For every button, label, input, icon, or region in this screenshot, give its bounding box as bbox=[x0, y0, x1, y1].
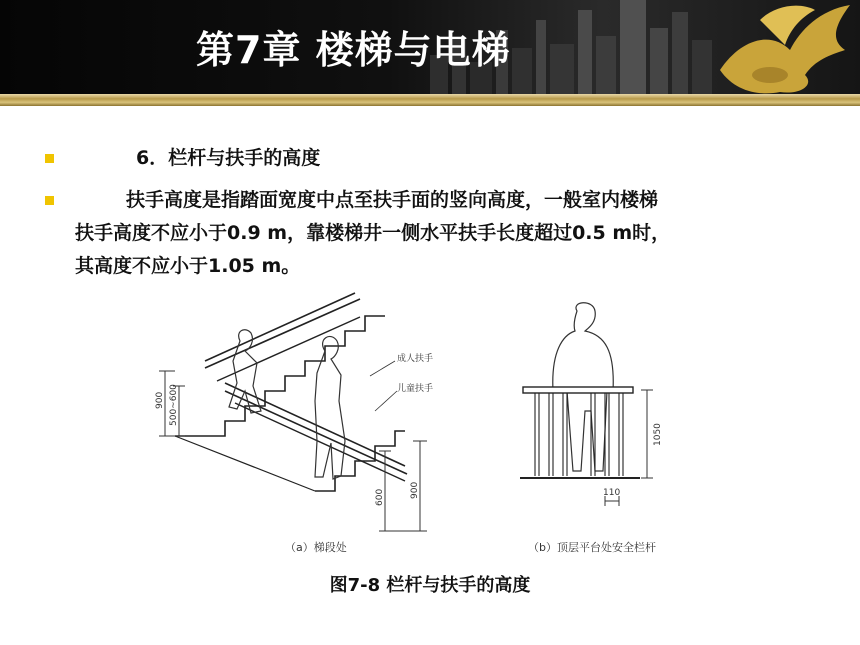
content-area bbox=[0, 106, 860, 645]
stair-handrail-diagram bbox=[145, 291, 445, 541]
dim-500-600: 500~600 bbox=[169, 384, 179, 426]
header-banner bbox=[0, 0, 860, 98]
figure-caption: 图7-8 栏杆与扶手的高度 bbox=[329, 575, 531, 596]
dim-110: 110 bbox=[603, 488, 621, 498]
bullet-icon bbox=[45, 196, 54, 205]
gold-divider bbox=[0, 94, 860, 106]
paragraph-line-2: 扶手高度不应小于0.9 m，靠楼梯井一侧水平扶手长度超过0.5 m时， bbox=[75, 222, 671, 244]
dim-1050: 1050 bbox=[653, 423, 663, 446]
top-landing-railing-diagram bbox=[515, 301, 685, 521]
golden-pegasus-icon bbox=[720, 5, 850, 93]
bullet-icon bbox=[45, 154, 54, 163]
dim-900-left: 900 bbox=[155, 391, 165, 409]
left-figure-caption: （a）梯段处 bbox=[285, 541, 347, 554]
dim-900-right: 900 bbox=[410, 481, 420, 499]
page-title: 第7章 楼梯与电梯 bbox=[196, 28, 511, 72]
paragraph-line-3: 其高度不应小于1.05 m。 bbox=[75, 255, 301, 277]
item-heading: 6．栏杆与扶手的高度 bbox=[136, 147, 321, 169]
right-figure-caption: （b）顶层平台处安全栏杆 bbox=[528, 541, 656, 554]
child-rail-label: 儿童扶手 bbox=[397, 384, 434, 394]
paragraph-line-1: 扶手高度是指踏面宽度中点至扶手面的竖向高度，一般室内楼梯 bbox=[126, 189, 659, 211]
adult-rail-label: 成人扶手 bbox=[397, 354, 434, 364]
dim-600: 600 bbox=[375, 488, 385, 506]
